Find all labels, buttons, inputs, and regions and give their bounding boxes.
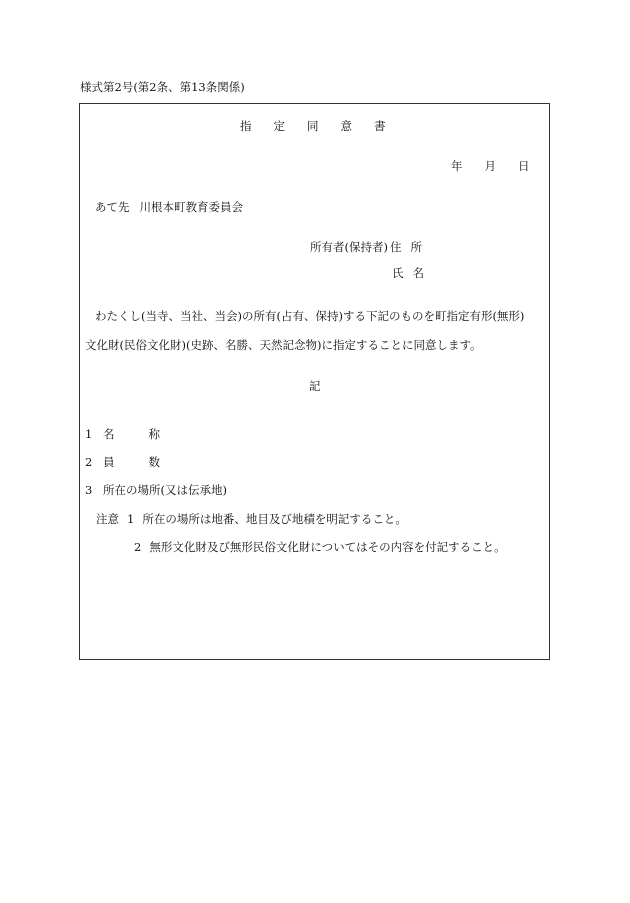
item-number: 2 bbox=[85, 455, 93, 469]
note-heading: 注意 bbox=[96, 512, 119, 526]
item-number: 1 bbox=[85, 427, 93, 441]
note-number: 2 bbox=[134, 540, 142, 554]
list-item bbox=[85, 429, 194, 441]
note-line-1 bbox=[96, 514, 407, 526]
item-number: 3 bbox=[85, 483, 93, 497]
item-label: 所在の場所(又は伝承地) bbox=[103, 483, 227, 497]
owner-name-label: 氏名 bbox=[392, 266, 433, 280]
owner-address-label: 住所 bbox=[389, 240, 431, 254]
addressee-prefix: あて先 bbox=[95, 200, 130, 214]
list-item bbox=[85, 485, 227, 497]
owner-address-line bbox=[310, 242, 431, 254]
addressee-line bbox=[95, 202, 243, 214]
ki-heading: 記 bbox=[309, 379, 321, 393]
note-text: 所在の場所は地番、地目及び地積を明記すること。 bbox=[142, 512, 407, 526]
item-label: 名称 bbox=[103, 427, 194, 441]
item-label: 員数 bbox=[103, 455, 194, 469]
note-text: 無形文化財及び無形民俗文化財についてはその内容を付記すること。 bbox=[149, 540, 506, 554]
consent-text-line-2: 文化財(民俗文化財)(史跡、名勝、天然記念物)に指定することに同意します。 bbox=[85, 338, 482, 352]
note-line-2 bbox=[134, 542, 506, 554]
owner-role: 所有者(保持者) bbox=[310, 240, 388, 254]
date-month-label: 月 bbox=[484, 159, 496, 173]
date-line bbox=[451, 161, 530, 173]
document-title: 指定同意書 bbox=[240, 119, 408, 133]
consent-text-line-1: わたくし(当寺、当社、当会)の所有(占有、保持)する下記のものを町指定有形(無形) bbox=[95, 309, 525, 323]
date-day-label: 日 bbox=[518, 159, 530, 173]
note-number: 1 bbox=[127, 512, 135, 526]
list-item bbox=[85, 457, 194, 469]
form-number-label: 様式第2号(第2条、第13条関係) bbox=[80, 80, 245, 94]
date-year-label: 年 bbox=[451, 159, 463, 173]
addressee-name: 川根本町教育委員会 bbox=[139, 200, 243, 214]
